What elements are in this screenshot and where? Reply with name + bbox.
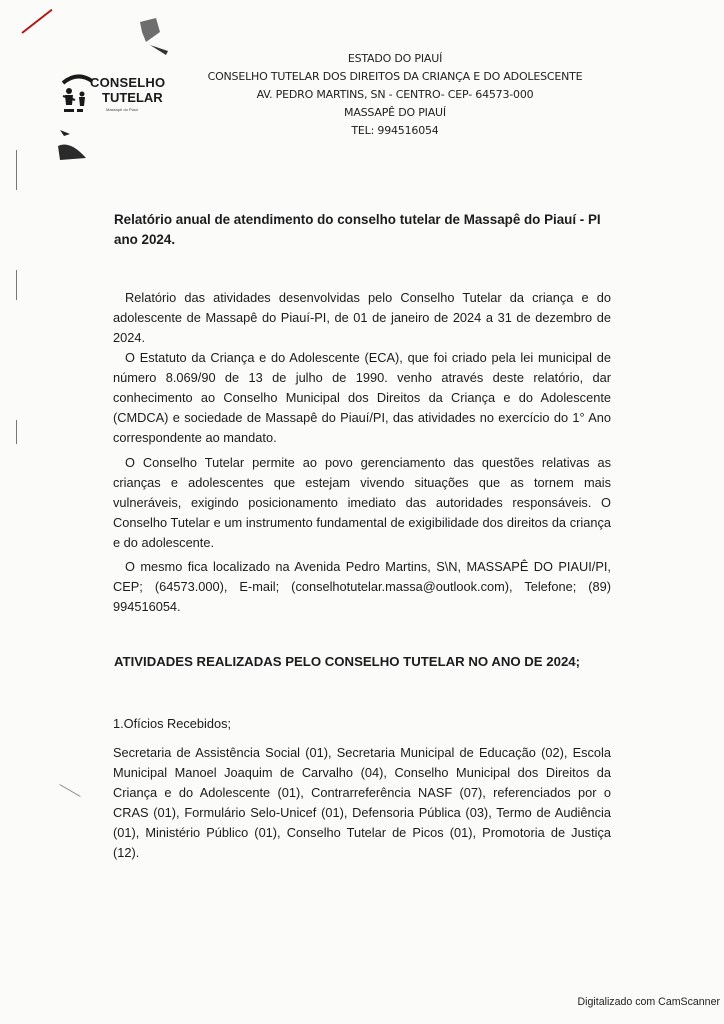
paragraph-eca bbox=[113, 348, 611, 448]
header-state: ESTADO DO PIAUÍ bbox=[347, 52, 443, 65]
paragraph-text: O Conselho Tutelar permite ao povo gerenciamento das questões relativas as crianças e adolescentes que estejam vivendo situações que as tornem mais vulneráveis, exigindo posicionamento imediato das autoridades responsáveis. O Conselho Tutelar e um instrumento fundamental de exigibilidade dos direitos da criança e do adolescente. bbox=[113, 455, 611, 550]
paragraph-text: O mesmo fica localizado na Avenida Pedro Martins, S\N, MASSAPÊ DO PIAUI/PI, CEP; (64573.000), E-mail; (conselhotutelar.massa@outlook.com), Telefone; (89) 994516054. bbox=[113, 559, 611, 614]
report-title: Relatório anual de atendimento do conselho tutelar de Massapê do Piauí - PI ano 2024. bbox=[114, 212, 601, 247]
item-heading: 1.Ofícios Recebidos; bbox=[113, 716, 232, 731]
scan-scratch bbox=[59, 784, 80, 797]
scan-blot bbox=[138, 18, 162, 46]
header-council: CONSELHO TUTELAR DOS DIREITOS DA CRIANÇA E DO ADOLESCENTE bbox=[207, 70, 583, 83]
edge-shadow bbox=[16, 270, 17, 300]
logo-emblem-icon bbox=[60, 72, 94, 114]
paragraph-text: O Estatuto da Criança e do Adolescente (ECA), que foi criado pela lei municipal de número 8.069/90 de 13 de julho de 1990. venho através deste relatório, dar conhecimento ao Conselho Municipal dos Direitos da Criança e do Adolescente (CMDCA) e sociedade de Massapê do Piauí/PI, das atividades no exercício do 1° Ano correspondente ao mandato. bbox=[113, 350, 611, 445]
edge-shadow bbox=[16, 150, 17, 190]
paragraph-council-role bbox=[113, 453, 611, 553]
logo-subtext: Massapê do Piauí bbox=[106, 107, 139, 112]
paragraph-text: Relatório das atividades desenvolvidas pelo Conselho Tutelar da criança e do adolescente de Massapê do Piauí-PI, de 01 de janeiro de 2024 a 31 de dezembro de 2024. bbox=[113, 290, 611, 345]
scanner-watermark: Digitalizado com CamScanner bbox=[577, 996, 720, 1008]
section-heading: ATIVIDADES REALIZADAS PELO CONSELHO TUTELAR NO ANO DE 2024; bbox=[114, 654, 580, 669]
header-city: MASSAPÊ DO PIAUÍ bbox=[344, 106, 446, 119]
logo-text-line1: CONSELHO bbox=[90, 75, 166, 90]
council-logo bbox=[60, 72, 170, 120]
item-description: Secretaria de Assistência Social (01), Secretaria Municipal de Educação (02), Escola Municipal Manoel Joaquim de Carvalho (04), Conselho Municipal dos Direitos da Criança e do Adolescente (01), Contrarreferência NASF (07), referenciados por o CRAS (01), Formulário Selo-Unicef (01), Defensoria Pública (03), Termo de Audiência (01), Ministério Público (01), Conselho Tutelar de Picos (01), Promotoria de Justiça (12). bbox=[113, 745, 611, 860]
scan-blot bbox=[150, 45, 168, 55]
edge-shadow bbox=[16, 420, 17, 444]
logo-text-line2: TUTELAR bbox=[102, 90, 163, 105]
header-address: AV. PEDRO MARTINS, SN - CENTRO- CEP- 64573-000 bbox=[256, 88, 534, 101]
header-phone: TEL: 994516054 bbox=[351, 124, 439, 137]
paragraph-location bbox=[113, 557, 611, 617]
paragraph-intro bbox=[113, 288, 611, 348]
pen-mark bbox=[21, 9, 52, 34]
scan-blot bbox=[56, 128, 90, 162]
